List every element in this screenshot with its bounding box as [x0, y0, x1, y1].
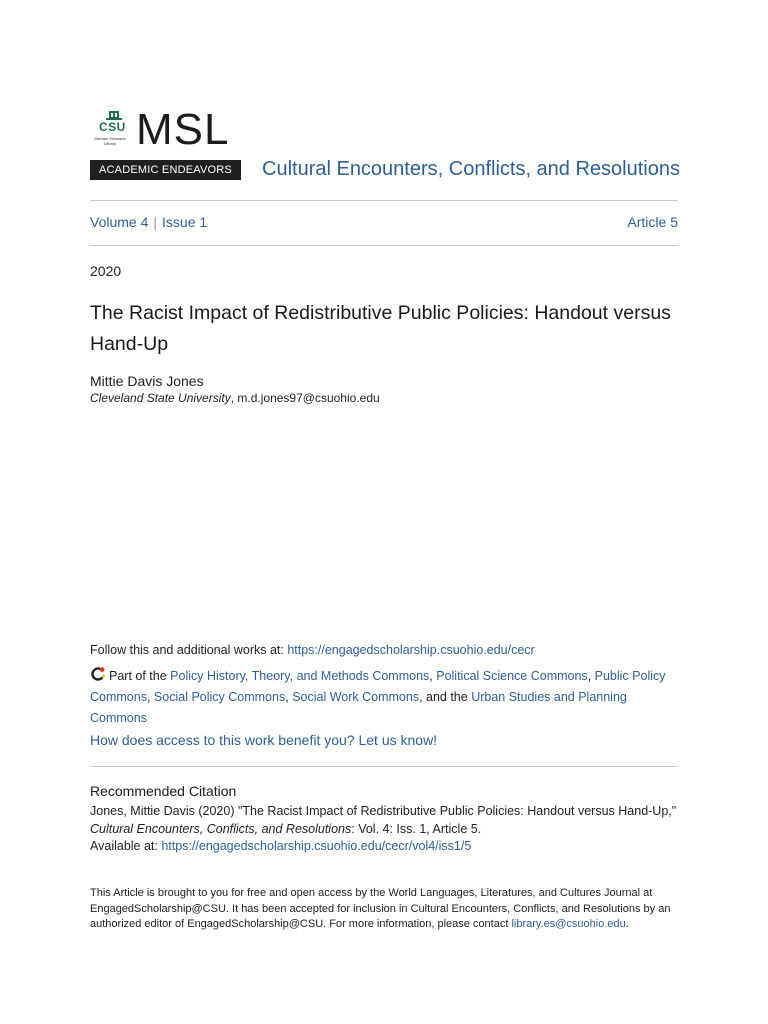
issue-separator: |: [153, 214, 158, 230]
and-the: , and the: [419, 690, 472, 704]
comma: ,: [146, 690, 154, 704]
article-title: The Racist Impact of Redistributive Public Policies: Handout versus Hand-Up: [90, 302, 671, 355]
citation-url-link[interactable]: https://engagedscholarship.csuohio.edu/cecr/vol4/iss1/5: [161, 839, 472, 853]
issue-info: [90, 214, 678, 230]
comma: ,: [285, 690, 293, 704]
contact-email-link[interactable]: library.es@csuohio.edu: [511, 918, 626, 930]
comma: ,: [429, 669, 437, 683]
recommended-citation-heading: Recommended Citation: [90, 783, 237, 799]
csu-wordmark: CSU: [99, 120, 126, 134]
divider-citation: [90, 766, 678, 767]
notice-end: .: [625, 918, 629, 930]
follow-url-link[interactable]: https://engagedscholarship.csuohio.edu/cecr: [287, 643, 535, 657]
author-institution: Cleveland State University: [90, 391, 231, 405]
divider-top: [90, 200, 678, 201]
msl-logo[interactable]: [90, 105, 242, 180]
part-of-commons: [90, 666, 678, 729]
author-email[interactable]: m.d.jones97@csuohio.edu: [237, 391, 380, 405]
citation-journal: Cultural Encounters, Conflicts, and Resolutions: [90, 821, 352, 836]
citation-text: [90, 803, 690, 856]
author-affiliation: [90, 391, 380, 405]
commons-link-policy-history[interactable]: Policy History, Theory, and Methods Commons: [170, 669, 430, 683]
comma: ,: [587, 669, 595, 683]
library-name: Michael Schwartz Library: [94, 136, 126, 146]
citation-volume: : Vol. 4: Iss. 1, Article 5.: [351, 821, 482, 836]
part-of-prefix: Part of the: [109, 669, 171, 683]
commons-link-social-work[interactable]: Social Work Commons: [292, 690, 420, 704]
access-notice: [90, 886, 680, 933]
available-label: Available at:: [90, 839, 162, 853]
article-link[interactable]: Article 5: [627, 214, 678, 230]
msl-wordmark: MSL: [136, 105, 230, 154]
follow-line: [90, 643, 535, 657]
citation-line-2: [90, 821, 690, 839]
journal-title-link[interactable]: Cultural Encounters, Conflicts, and Resolutions: [262, 158, 680, 180]
commons-link-public-policy[interactable]: Public Policy Commons: [90, 669, 666, 704]
email-separator: ,: [230, 391, 238, 405]
publication-year: 2020: [90, 263, 122, 279]
notice-text: This Article is brought to you for free and open access by the World Languages, Literatures, and Cultures Journal at EngagedScholarship@CSU. It has been accepted for inclusion in Cultural Encounters, Conflicts, and Resolutions by an authorized editor of EngagedScholarship@CSU. For more information, please contact: [90, 887, 671, 930]
follow-text: Follow this and additional works at:: [90, 643, 288, 657]
header: [90, 105, 680, 182]
issue-link[interactable]: Issue 1: [162, 214, 208, 230]
divider-bottom: [90, 245, 678, 246]
commons-link-political-science[interactable]: Political Science Commons: [436, 669, 588, 683]
volume-link[interactable]: Volume 4: [90, 214, 149, 230]
citation-line-1: Jones, Mittie Davis (2020) "The Racist Impact of Redistributive Public Policies: Handout versus Hand-Up,": [90, 804, 677, 818]
network-commons-icon: [90, 666, 106, 682]
commons-link-urban-studies[interactable]: Urban Studies and Planning Commons: [90, 690, 627, 725]
benefit-feedback-link[interactable]: How does access to this work benefit you? Let us know!: [90, 732, 438, 748]
commons-link-social-policy[interactable]: Social Policy Commons: [153, 690, 286, 704]
academic-endeavors-bar: ACADEMIC ENDEAVORS: [90, 160, 241, 180]
author-name: Mittie Davis Jones: [90, 373, 204, 389]
citation-line-3: [90, 838, 690, 856]
